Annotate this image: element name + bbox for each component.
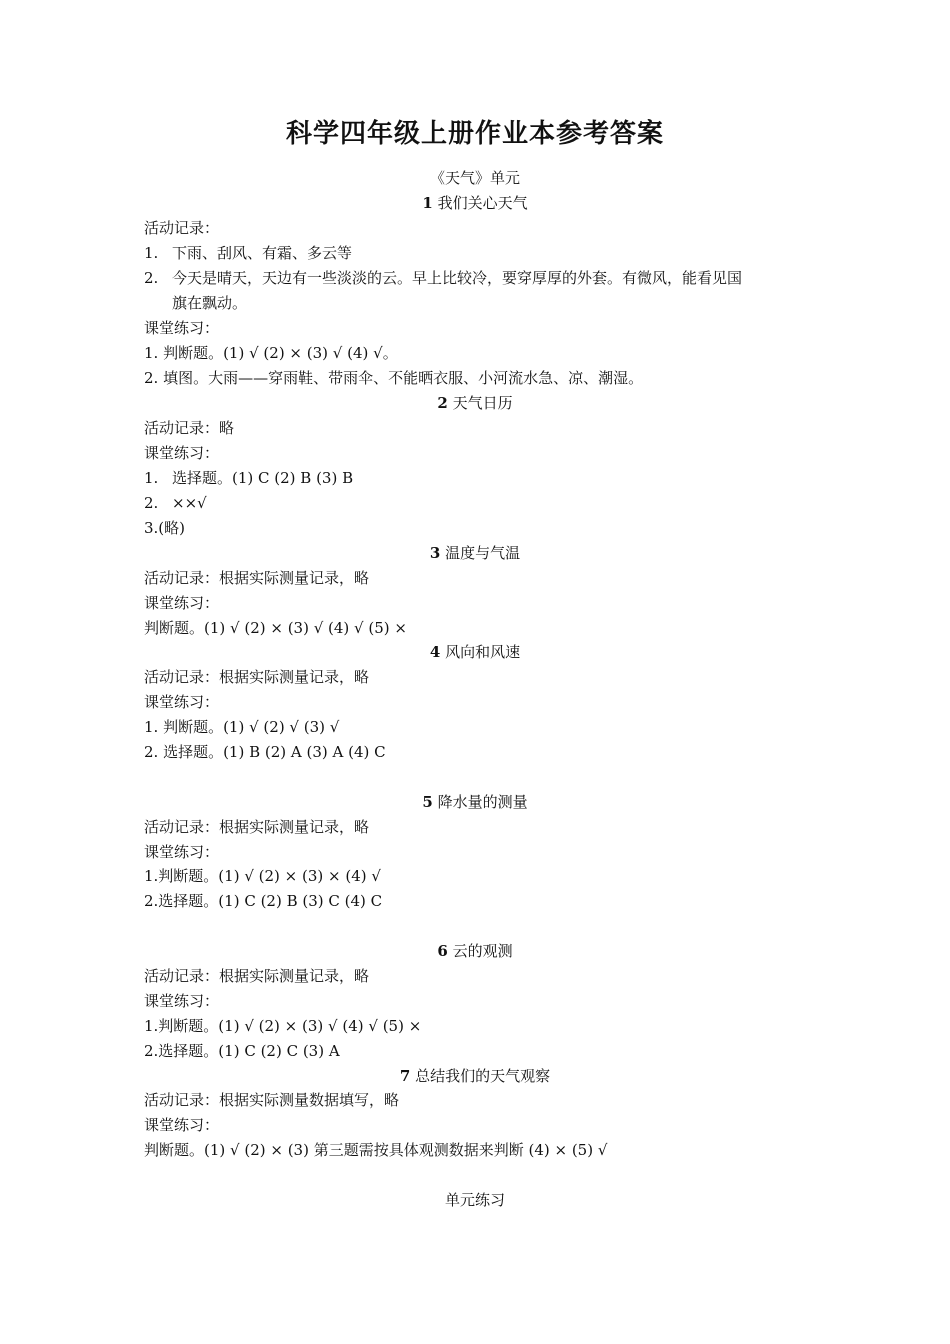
text-line: 3.(略) bbox=[144, 519, 186, 537]
lesson-name: 天气日历 bbox=[452, 394, 513, 412]
lesson-name: 云的观测 bbox=[452, 942, 513, 960]
text-line: 2.选择题。(1) C (2) C (3) A bbox=[144, 1042, 340, 1060]
lesson-heading bbox=[0, 392, 950, 414]
lesson-number: 5 bbox=[422, 793, 433, 811]
text-line: 活动记录：根据实际测量记录，略 bbox=[144, 967, 370, 985]
lesson-heading bbox=[0, 1065, 950, 1087]
text-line: 课堂练习： bbox=[144, 992, 220, 1010]
text-line: 课堂练习： bbox=[144, 444, 220, 462]
text-line: 课堂练习： bbox=[144, 843, 220, 861]
lesson-number: 1 bbox=[422, 194, 433, 212]
lesson-name: 总结我们的天气观察 bbox=[415, 1067, 551, 1085]
list-item bbox=[144, 492, 207, 514]
lesson-heading bbox=[0, 192, 950, 214]
list-item bbox=[144, 242, 352, 264]
list-item bbox=[144, 267, 742, 289]
lesson-number: 4 bbox=[429, 643, 441, 661]
text-line: 课堂练习： bbox=[144, 1116, 220, 1134]
item-number: 1. bbox=[144, 244, 159, 262]
lesson-number: 6 bbox=[437, 942, 448, 960]
item-text: 选择题。(1) C (2) B (3) B bbox=[172, 469, 354, 487]
text-line: 1.判断题。(1) √ (2) × (3) × (4) √ bbox=[144, 867, 381, 885]
lesson-number: 7 bbox=[399, 1067, 411, 1085]
text-line: 1.判断题。(1) √ (2) × (3) √ (4) √ (5) × bbox=[144, 1017, 422, 1035]
item-number: 1. bbox=[144, 469, 159, 487]
lesson-name: 降水量的测量 bbox=[437, 793, 528, 811]
unit-heading: 《天气》单元 bbox=[429, 169, 520, 187]
text-line: 2.选择题。(1) C (2) B (3) C (4) C bbox=[144, 892, 383, 910]
list-item bbox=[144, 467, 353, 489]
text-line: 活动记录： bbox=[144, 219, 220, 237]
item-text: 下雨、刮风、有霜、多云等 bbox=[172, 244, 353, 262]
lesson-name: 我们关心天气 bbox=[437, 194, 528, 212]
text-line: 课堂练习： bbox=[144, 693, 220, 711]
text-line: 2. 填图。大雨——穿雨鞋、带雨伞、不能晒衣服、小河流水急、凉、潮湿。 bbox=[144, 369, 644, 387]
text-line: 活动记录：根据实际测量记录，略 bbox=[144, 668, 370, 686]
text-line: 活动记录：根据实际测量数据填写，略 bbox=[144, 1091, 400, 1109]
lesson-name: 温度与气温 bbox=[445, 544, 521, 562]
text-line: 活动记录：略 bbox=[144, 419, 235, 437]
text-line: 1. 判断题。(1) √ (2) √ (3) √ bbox=[144, 718, 340, 736]
lesson-heading bbox=[0, 791, 950, 813]
lesson-number: 3 bbox=[429, 544, 441, 562]
item-text: 今天是晴天，天边有一些淡淡的云。早上比较冷，要穿厚厚的外套。有微风，能看见国 bbox=[172, 269, 743, 287]
text-line: 活动记录：根据实际测量记录，略 bbox=[144, 569, 370, 587]
lesson-number: 2 bbox=[437, 394, 448, 412]
document-title: 科学四年级上册作业本参考答案 bbox=[285, 119, 664, 149]
lesson-heading bbox=[0, 641, 950, 663]
unit-practice-heading: 单元练习 bbox=[444, 1191, 505, 1209]
text-line: 2. 选择题。(1) B (2) A (3) A (4) C bbox=[144, 743, 386, 761]
text-line: 课堂练习： bbox=[144, 319, 220, 337]
item-text: ××√ bbox=[172, 494, 207, 512]
text-line: 旗在飘动。 bbox=[172, 294, 248, 312]
text-line: 判断题。(1) √ (2) × (3) 第三题需按具体观测数据来判断 (4) × (5) √ bbox=[144, 1141, 608, 1159]
text-line: 1. 判断题。(1) √ (2) × (3) √ (4) √。 bbox=[144, 344, 398, 362]
item-number: 2. bbox=[144, 494, 159, 512]
lesson-heading bbox=[0, 542, 950, 564]
lesson-name: 风向和风速 bbox=[445, 643, 521, 661]
text-line: 判断题。(1) √ (2) × (3) √ (4) √ (5) × bbox=[144, 619, 407, 637]
lesson-heading bbox=[0, 940, 950, 962]
item-number: 2. bbox=[144, 269, 159, 287]
text-line: 活动记录：根据实际测量记录，略 bbox=[144, 818, 370, 836]
text-line: 课堂练习： bbox=[144, 594, 220, 612]
